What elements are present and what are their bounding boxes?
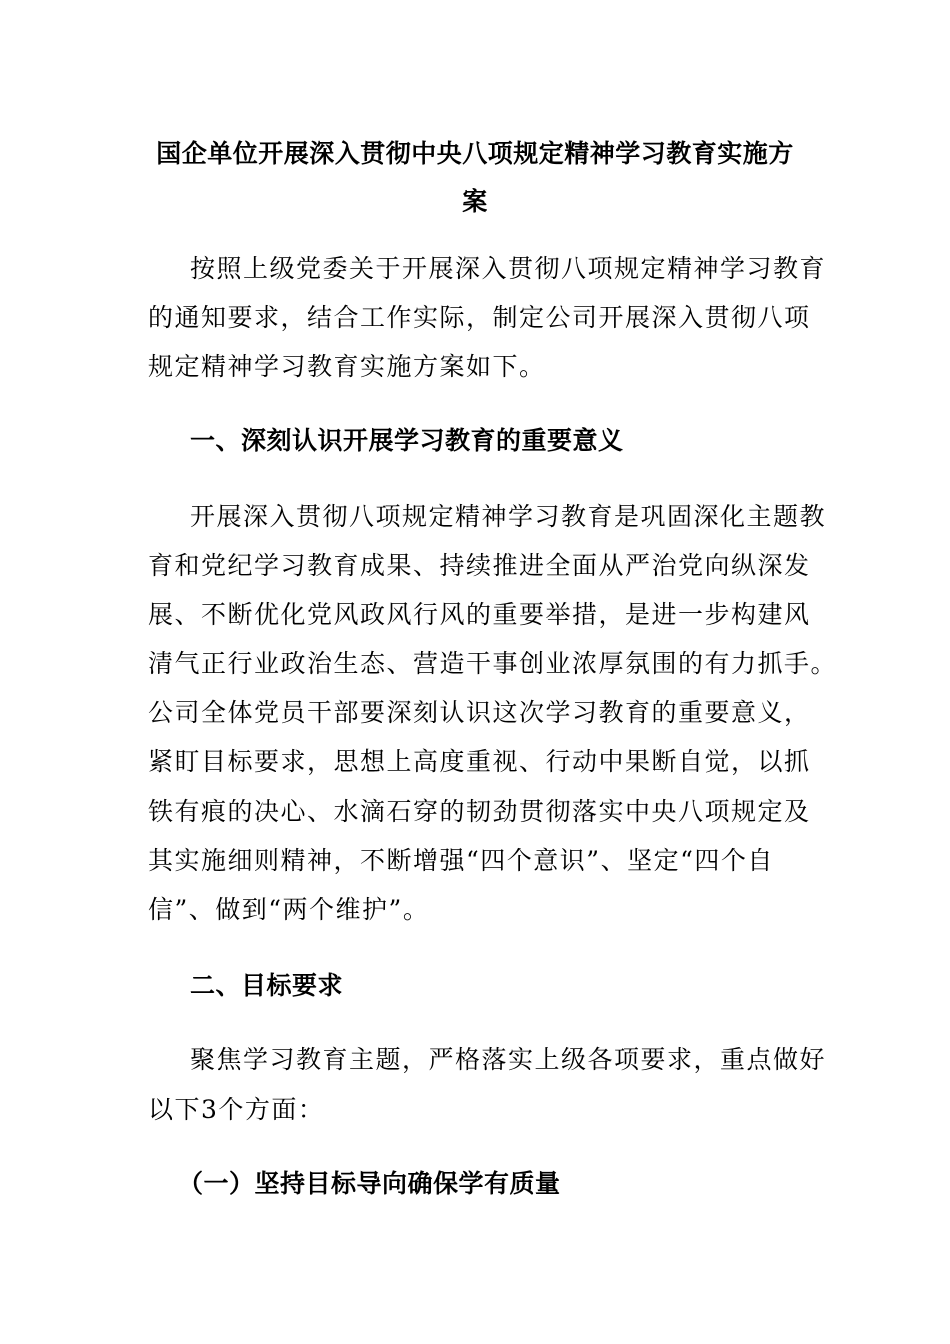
intro-paragraph-line: 规定精神学习教育实施方案如下。 — [148, 352, 546, 381]
section-1-paragraph-line: 清气正行业政治生态、营造干事创业浓厚氛围的有力抓手。 — [148, 649, 838, 678]
section-2-paragraph-line: 聚焦学习教育主题，严格落实上级各项要求，重点做好 — [190, 1045, 827, 1074]
document-title-line-1: 国企单位开展深入贯彻中央八项规定精神学习教育实施方 — [156, 139, 794, 168]
section-1-paragraph-line: 展、不断优化党风政风行风的重要举措，是进一步构建风 — [148, 600, 811, 629]
section-2-paragraph-line: 以下3个方面： — [148, 1095, 325, 1124]
section-1-paragraph-line: 铁有痕的决心、水滴石穿的韧劲贯彻落实中央八项规定及 — [148, 797, 811, 826]
intro-paragraph-line: 的通知要求，结合工作实际，制定公司开展深入贯彻八项 — [148, 303, 811, 332]
section-1-paragraph-line: 其实施细则精神，不断增强“四个意识”、坚定“四个自 — [148, 846, 774, 875]
section-1-paragraph-line: 开展深入贯彻八项规定精神学习教育是巩固深化主题教 — [190, 502, 827, 531]
section-1-paragraph-line: 公司全体党员干部要深刻认识这次学习教育的重要意义， — [148, 698, 811, 727]
section-2-subheading: （一）坚持目标导向确保学有质量 — [178, 1169, 561, 1198]
section-1-paragraph-line: 育和党纪学习教育成果、持续推进全面从严治党向纵深发 — [148, 551, 811, 580]
section-1-paragraph-line: 紧盯目标要求，思想上高度重视、行动中果断自觉，以抓 — [148, 747, 811, 776]
section-1-heading: 一、深刻认识开展学习教育的重要意义 — [190, 426, 624, 455]
document-title-line-2: 案 — [462, 187, 488, 216]
section-1-paragraph-line: 信”、做到“两个维护”。 — [148, 895, 430, 924]
section-2-heading: 二、目标要求 — [190, 971, 344, 1000]
intro-paragraph-line: 按照上级党委关于开展深入贯彻八项规定精神学习教育 — [190, 254, 827, 283]
